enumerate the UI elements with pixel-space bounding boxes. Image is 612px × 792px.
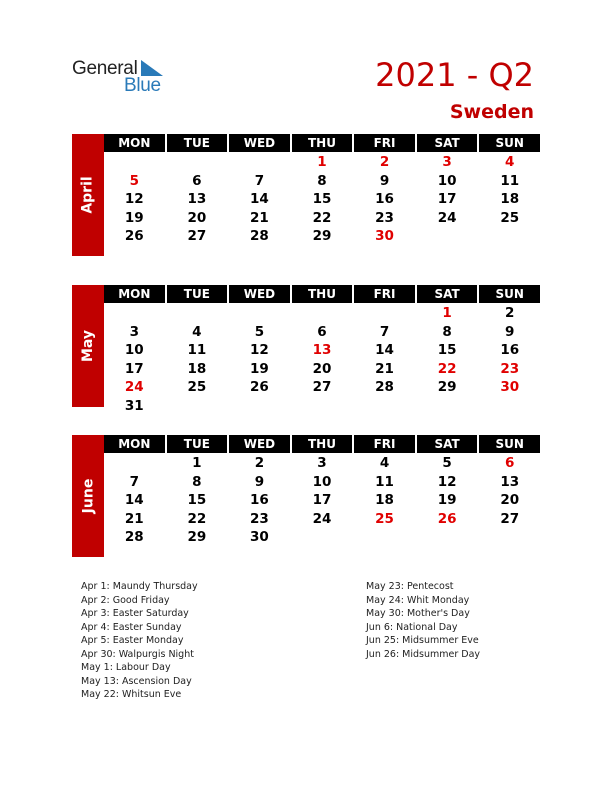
day-cell: 16 (500, 342, 520, 358)
day-cell: 25 (187, 379, 207, 395)
day-cell: 3 (129, 323, 139, 340)
day-cell (354, 397, 415, 416)
day-cell: 21 (124, 510, 144, 527)
logo-word-blue: Blue (124, 75, 161, 96)
day-cell: 15 (312, 191, 332, 207)
day-cell: 8 (442, 323, 452, 340)
day-cell: 25 (500, 209, 520, 226)
day-cell: 15 (187, 492, 207, 508)
weekday-header: SUN (479, 435, 540, 453)
day-cell (354, 304, 415, 323)
day-cell: 20 (500, 492, 520, 508)
day-cell: 4 (379, 455, 390, 471)
day-cell (167, 153, 228, 172)
calendar-grid (104, 435, 540, 547)
day-cell: 28 (124, 529, 144, 545)
holiday-entry: May 13: Ascension Day (81, 675, 192, 687)
month-label-text: April (80, 176, 97, 214)
logo (72, 58, 182, 98)
day-cell: 11 (187, 342, 207, 358)
day-cell: 12 (250, 342, 269, 358)
weekday-header: TUE (167, 435, 228, 453)
weekday-header: MON (104, 134, 165, 152)
day-cell: 24 (312, 510, 332, 527)
week-row (104, 153, 540, 172)
holiday-entry: May 30: Mother's Day (366, 608, 470, 619)
day-cell: 11 (500, 172, 520, 189)
day-cell: 22 (312, 209, 332, 226)
month-label (72, 285, 104, 407)
week-row (104, 378, 540, 397)
day-cell: 10 (124, 342, 144, 358)
day-cell: 1 (192, 455, 202, 471)
month-label (72, 435, 104, 557)
day-cell (104, 153, 165, 172)
day-cell: 27 (187, 228, 207, 244)
day-cell: 10 (312, 473, 332, 490)
country-name: Sweden (449, 101, 534, 123)
day-cell: 9 (254, 473, 265, 490)
day-cell: 14 (124, 492, 144, 508)
month-label-text: June (80, 478, 97, 514)
holiday-day-cell: 24 (124, 379, 144, 395)
weekday-header: THU (292, 435, 353, 453)
day-cell: 30 (250, 529, 269, 545)
holiday-day-cell: 1 (442, 305, 452, 321)
day-cell (229, 153, 290, 172)
day-cell: 8 (317, 172, 327, 189)
day-cell (292, 397, 353, 416)
day-cell: 6 (192, 172, 202, 189)
holiday-day-cell: 6 (505, 455, 515, 471)
day-cell (479, 397, 540, 416)
holiday-entry: Jun 6: National Day (366, 621, 458, 633)
page-title: 2021 - Q2 (375, 56, 534, 94)
week-row (104, 528, 540, 547)
day-cell: 6 (317, 323, 327, 340)
day-cell (417, 227, 478, 246)
holiday-day-cell: 3 (442, 154, 452, 170)
holiday-entry: Apr 3: Easter Saturday (81, 608, 189, 619)
day-cell: 23 (250, 510, 269, 527)
day-cell: 13 (500, 473, 520, 490)
day-cell (292, 528, 353, 547)
day-cell: 19 (437, 492, 457, 508)
holiday-entry: Jun 26: Midsummer Day (366, 648, 481, 660)
day-cell: 9 (379, 172, 390, 189)
day-cell: 20 (187, 209, 207, 226)
week-row (104, 304, 540, 323)
weekday-header: SAT (417, 285, 478, 303)
holiday-day-cell: 25 (375, 510, 394, 527)
day-cell: 7 (379, 323, 390, 340)
holiday-entry: Apr 1: Maundy Thursday (81, 581, 198, 592)
weekday-header-row (104, 435, 540, 453)
weekday-header: THU (292, 134, 353, 152)
day-cell (479, 227, 540, 246)
week-row (104, 172, 540, 191)
holiday-list-left (81, 580, 198, 702)
weekday-header: SAT (417, 435, 478, 453)
holiday-entry: Apr 4: Easter Sunday (81, 621, 182, 633)
week-row (104, 491, 540, 510)
calendar-grid (104, 134, 540, 246)
day-cell: 11 (375, 473, 394, 490)
day-cell (104, 304, 165, 323)
week-row (104, 454, 540, 473)
day-cell: 7 (254, 172, 265, 189)
day-cell (292, 304, 353, 323)
holiday-day-cell: 23 (500, 360, 520, 377)
day-cell: 5 (254, 323, 265, 340)
day-cell: 16 (250, 492, 269, 508)
holiday-day-cell: 4 (505, 154, 515, 170)
weekday-header: SAT (417, 134, 478, 152)
holiday-entry: May 24: Whit Monday (366, 594, 470, 606)
weekday-header: SUN (479, 285, 540, 303)
day-cell: 26 (124, 228, 144, 244)
day-cell: 12 (437, 473, 457, 490)
day-cell: 14 (250, 191, 269, 207)
day-cell: 31 (124, 397, 144, 414)
weekday-header: TUE (167, 134, 228, 152)
day-cell: 17 (437, 191, 457, 207)
day-cell (167, 304, 228, 323)
week-row (104, 510, 540, 529)
day-cell: 16 (375, 191, 394, 207)
weekday-header-row (104, 285, 540, 303)
day-cell (229, 304, 290, 323)
holiday-entry: May 1: Labour Day (81, 662, 171, 673)
holiday-entry: May 22: Whitsun Eve (81, 689, 182, 700)
weekday-header: FRI (354, 435, 415, 453)
weekday-header: FRI (354, 134, 415, 152)
day-cell: 12 (124, 191, 144, 207)
week-row (104, 323, 540, 342)
day-cell (167, 397, 228, 416)
day-cell: 29 (187, 529, 207, 545)
weekday-header: WED (229, 285, 290, 303)
holiday-entry: Apr 30: Walpurgis Night (81, 648, 194, 660)
day-cell: 17 (124, 360, 144, 377)
holiday-day-cell: 2 (379, 154, 390, 170)
holiday-day-cell: 26 (437, 510, 457, 527)
day-cell: 5 (442, 455, 452, 471)
day-cell: 19 (124, 209, 144, 226)
day-cell (479, 528, 540, 547)
day-cell: 18 (500, 191, 520, 207)
holiday-entry: Jun 25: Midsummer Eve (366, 635, 479, 646)
week-row (104, 227, 540, 246)
day-cell: 20 (312, 360, 332, 377)
day-cell: 27 (500, 510, 520, 527)
weekday-header-row (104, 134, 540, 152)
week-row (104, 209, 540, 228)
day-cell (104, 454, 165, 473)
weekday-header: SUN (479, 134, 540, 152)
weekday-header: THU (292, 285, 353, 303)
holiday-entry: Apr 2: Good Friday (81, 594, 170, 606)
day-cell: 22 (187, 510, 207, 527)
day-cell (417, 397, 478, 416)
holiday-day-cell: 30 (375, 228, 394, 244)
day-cell: 2 (505, 305, 515, 321)
day-cell: 15 (437, 342, 457, 358)
week-row (104, 360, 540, 379)
day-cell: 24 (437, 209, 457, 226)
holiday-day-cell: 22 (437, 360, 457, 377)
day-cell: 29 (437, 379, 457, 395)
weekday-header: MON (104, 285, 165, 303)
weekday-header: MON (104, 435, 165, 453)
day-cell: 26 (250, 379, 269, 395)
day-cell: 21 (375, 360, 394, 377)
holiday-day-cell: 13 (312, 342, 332, 358)
day-cell: 27 (312, 379, 332, 395)
day-cell: 19 (250, 360, 269, 377)
day-cell (354, 528, 415, 547)
day-cell: 4 (192, 323, 202, 340)
day-cell (417, 528, 478, 547)
day-cell: 18 (375, 492, 394, 508)
week-row (104, 341, 540, 360)
holiday-list-right (366, 580, 480, 661)
day-cell: 9 (505, 323, 515, 340)
holiday-entry: May 23: Pentecost (366, 581, 454, 592)
weekday-header: WED (229, 134, 290, 152)
month-label (72, 134, 104, 256)
day-cell: 29 (312, 228, 332, 244)
day-cell: 3 (317, 455, 327, 471)
week-row (104, 397, 540, 416)
day-cell: 10 (437, 172, 457, 189)
calendar-grid (104, 285, 540, 415)
week-row (104, 190, 540, 209)
day-cell: 28 (250, 228, 269, 244)
day-cell: 14 (375, 342, 394, 358)
logo-triangle-icon (141, 60, 163, 76)
day-cell: 21 (250, 209, 269, 226)
day-cell: 2 (254, 455, 265, 471)
day-cell: 13 (187, 191, 207, 207)
week-row (104, 473, 540, 492)
day-cell: 23 (375, 209, 394, 226)
day-cell: 8 (192, 473, 202, 490)
day-cell: 18 (187, 360, 207, 377)
day-cell (229, 397, 290, 416)
weekday-header: TUE (167, 285, 228, 303)
holiday-day-cell: 1 (317, 154, 327, 170)
weekday-header: FRI (354, 285, 415, 303)
holiday-entry: Apr 5: Easter Monday (81, 635, 184, 646)
weekday-header: WED (229, 435, 290, 453)
day-cell: 7 (129, 473, 139, 490)
day-cell: 17 (312, 492, 332, 508)
day-cell: 28 (375, 379, 394, 395)
month-label-text: May (80, 329, 97, 363)
holiday-day-cell: 30 (500, 379, 520, 395)
holiday-day-cell: 5 (129, 172, 139, 189)
logo-word-general: General (72, 58, 138, 79)
